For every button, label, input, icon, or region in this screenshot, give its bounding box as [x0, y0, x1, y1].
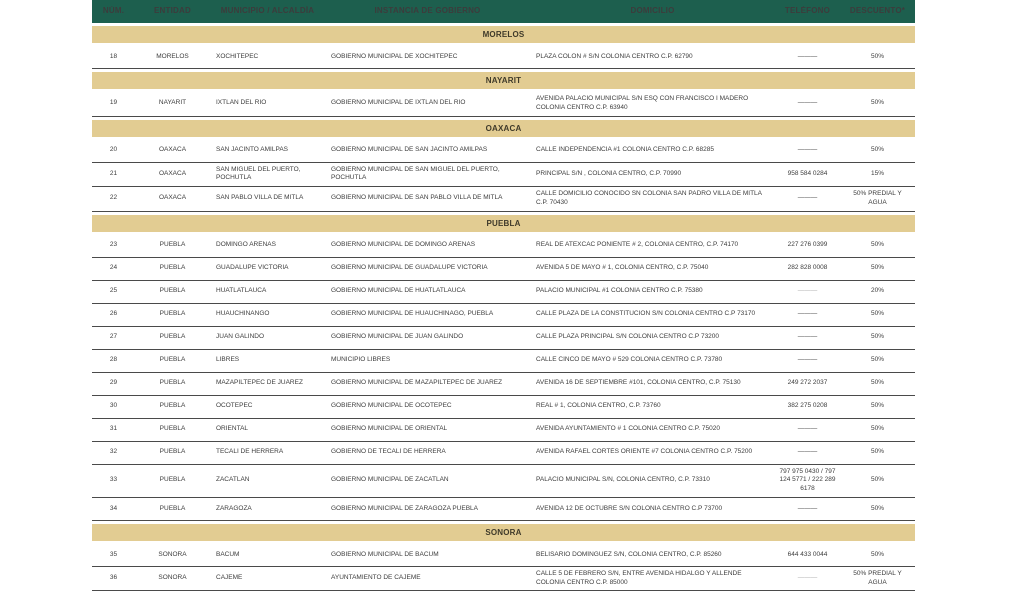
cell-entidad: PUEBLA: [159, 287, 186, 295]
table-row: [92, 304, 915, 327]
cell-telefono: ———: [797, 448, 818, 456]
cell-domicilio: CALLE PLAZA DE LA CONSTITUCION S/N COLONIA CENTRO C.P 73170: [536, 310, 756, 318]
cell-instancia: GOBIERNO MUNICIPAL DE SAN PABLO VILLA DE MITLA: [331, 194, 503, 202]
cell-municipio: LIBRES: [216, 356, 240, 364]
cell-instancia: GOBIERNO MUNICIPAL DE ORIENTAL: [331, 425, 448, 433]
cell-instancia: GOBIERNO MUNICIPAL DE BACUM: [331, 550, 439, 558]
cell-municipio: XOCHITEPEC: [216, 52, 259, 60]
table-row: [92, 465, 915, 498]
cell-telefono: 958 584 0284: [787, 169, 828, 177]
cell-domicilio: AVENIDA 5 DE MAYO # 1, COLONIA CENTRO, C.P. 75040: [536, 264, 709, 272]
column-header-descuento: DESCUENTO*: [849, 6, 906, 16]
cell-instancia: GOBIERNO DE TECALI DE HERRERA: [331, 448, 446, 456]
cell-municipio: ZARAGOZA: [216, 504, 252, 512]
cell-domicilio: CALLE INDEPENDENCIA #1 COLONIA CENTRO C.P. 68285: [536, 146, 714, 154]
cell-descuento: 50%: [870, 504, 884, 512]
cell-domicilio: AVENIDA RAFAEL CORTÉS ORIENTE #7 COLONIA CENTRO C.P. 75200: [536, 448, 753, 456]
cell-num: 33: [109, 476, 118, 484]
cell-entidad: PUEBLA: [159, 310, 186, 318]
cell-domicilio: PLAZA COLÓN # S/N COLONIA CENTRO C.P. 62790: [536, 52, 693, 60]
cell-descuento: 50%: [870, 333, 884, 341]
cell-descuento: 20%: [870, 287, 884, 295]
cell-num: 26: [109, 310, 118, 318]
cell-municipio: TECALI DE HERRERA: [216, 448, 284, 456]
cell-municipio: SAN MIGUEL DEL PUERTO, POCHUTLA: [216, 165, 301, 182]
cell-num: 27: [109, 333, 118, 341]
cell-municipio: SAN PABLO VILLA DE MITLA: [216, 194, 304, 202]
cell-domicilio: AVENIDA 16 DE SEPTIEMBRE #101, COLONIA CENTRO, C.P. 75130: [536, 379, 741, 387]
cell-telefono: ———: [797, 194, 818, 202]
column-header-entidad: ENTIDAD: [154, 6, 191, 16]
cell-descuento: 50%: [870, 476, 884, 484]
cell-telefono: 282 828 0008: [787, 264, 828, 272]
cell-instancia: GOBIERNO MUNICIPAL DE XOCHITEPEC: [331, 52, 458, 60]
cell-entidad: PUEBLA: [159, 379, 186, 387]
cell-num: 21: [109, 169, 118, 177]
cell-telefono: 797 975 0430 / 797 124 5771 / 222 289 6178: [779, 467, 836, 493]
cell-telefono: ———: [797, 99, 818, 107]
cell-municipio: MAZAPILTEPEC DE JUÁREZ: [216, 379, 303, 387]
cell-descuento: 50%: [870, 356, 884, 364]
cell-municipio: IXTLÁN DEL RIO: [216, 99, 267, 107]
cell-municipio: JUAN GALINDO: [216, 333, 265, 341]
cell-telefono: ———: [797, 146, 818, 154]
cell-instancia: GOBIERNO MUNICIPAL DE SAN JACINTO AMILPAS: [331, 146, 488, 154]
cell-entidad: SONORA: [158, 574, 187, 582]
cell-num: 34: [109, 504, 118, 512]
cell-num: 31: [109, 425, 118, 433]
table-row: [92, 92, 915, 117]
cell-instancia: AYUNTAMIENTO DE CAJEME: [331, 574, 421, 582]
cell-telefono: 382 275 0208: [787, 402, 828, 410]
cell-descuento: 50%: [870, 379, 884, 387]
cell-domicilio: REAL DE ATEXCAC PONIENTE # 2, COLONIA CENTRO, C.P. 74170: [536, 241, 739, 249]
cell-domicilio: PALACIO MUNICIPAL S/N, COLONIA CENTRO, C.P. 73310: [536, 476, 710, 484]
cell-instancia: GOBIERNO MUNICIPAL DE SAN MIGUEL DEL PUERTO, POCHUTLA: [331, 165, 500, 182]
cell-domicilio: REAL # 1, COLONIA CENTRO, C.P. 73760: [536, 402, 661, 410]
column-header-telefono: TELÉFONO: [784, 6, 831, 16]
cell-num: 19: [109, 99, 118, 107]
cell-entidad: PUEBLA: [159, 476, 186, 484]
table-body: [92, 26, 915, 591]
cell-telefono: ———: [797, 504, 818, 512]
cell-num: 22: [109, 194, 118, 202]
table-row: [92, 163, 915, 188]
cell-telefono: ———: [797, 425, 818, 433]
table-row: [92, 327, 915, 350]
cell-entidad: MORELOS: [156, 52, 189, 60]
cell-municipio: BACUM: [216, 550, 240, 558]
cell-instancia: GOBIERNO MUNICIPAL DE ZACATLÁN: [331, 476, 449, 484]
cell-instancia: GOBIERNO MUNICIPAL DE HUATLATLAUCA: [331, 287, 466, 295]
cell-entidad: OAXACA: [158, 146, 187, 154]
cell-domicilio: AVENIDA PALACIO MUNICIPAL S/N ESQ CON FRANCISCO I MADERO COLONIA CENTRO C.P. 63940: [536, 95, 749, 111]
cell-num: 30: [109, 402, 118, 410]
cell-instancia: GOBIERNO MUNICIPAL DE IXTLÁN DEL RIO: [331, 99, 466, 107]
table-row: [92, 544, 915, 567]
cell-descuento: 50%: [870, 146, 884, 154]
cell-num: 29: [109, 379, 118, 387]
cell-descuento: 50%: [870, 241, 884, 249]
cell-instancia: GOBIERNO MUNICIPAL DE GUADALUPE VICTORIA: [331, 264, 488, 272]
cell-descuento: 50%: [870, 550, 884, 558]
section-header: NAYARIT: [92, 72, 915, 89]
cell-telefono: ———: [797, 310, 818, 318]
cell-instancia: GOBIERNO MUNICIPAL DE HUAUCHINAGO, PUEBLA: [331, 310, 494, 318]
cell-instancia: GOBIERNO MUNICIPAL DE JUAN GALINDO: [331, 333, 464, 341]
cell-num: 32: [109, 448, 118, 456]
cell-municipio: OCOTEPEC: [216, 402, 253, 410]
cell-entidad: SONORA: [158, 550, 187, 558]
section-header: PUEBLA: [92, 215, 915, 232]
cell-domicilio: CALLE PLAZA PRINCIPAL S/N COLONIA CENTRO C.P 73200: [536, 333, 720, 341]
cell-entidad: OAXACA: [158, 169, 187, 177]
cell-municipio: ORIENTAL: [216, 425, 249, 433]
cell-entidad: PUEBLA: [159, 448, 186, 456]
cell-telefono: 644 433 0044: [787, 550, 828, 558]
table-row: [92, 567, 915, 591]
table-row: [92, 235, 915, 258]
cell-descuento: 50%: [870, 310, 884, 318]
cell-instancia: MUNICIPIO LIBRES: [331, 356, 391, 364]
column-header-instancia: INSTANCIA DE GOBIERNO: [374, 6, 481, 16]
cell-domicilio: CALLE CINCO DE MAYO # 529 COLONIA CENTRO C.P. 73780: [536, 356, 723, 364]
cell-num: 24: [109, 264, 118, 272]
table-row: [92, 140, 915, 163]
cell-telefono: ———: [797, 574, 818, 582]
table-row: [92, 258, 915, 281]
column-header-num: NÚM.: [102, 6, 125, 16]
cell-municipio: DOMINGO ARENAS: [216, 241, 276, 249]
table-row: [92, 350, 915, 373]
section-header: OAXACA: [92, 120, 915, 137]
table-row: [92, 281, 915, 304]
table-row: [92, 46, 915, 69]
cell-entidad: PUEBLA: [159, 264, 186, 272]
column-header-domicilio: DOMICILIO: [630, 6, 675, 16]
cell-entidad: PUEBLA: [159, 402, 186, 410]
cell-telefono: ———: [797, 333, 818, 341]
cell-descuento: 15%: [870, 169, 884, 177]
table-row: [92, 373, 915, 396]
cell-instancia: GOBIERNO MUNICIPAL DE DOMINGO ARENAS: [331, 241, 476, 249]
table-row: [92, 396, 915, 419]
cell-descuento: 50%: [870, 52, 884, 60]
table-row: [92, 419, 915, 442]
cell-num: 20: [109, 146, 118, 154]
cell-municipio: CAJEME: [216, 574, 243, 582]
cell-domicilio: CALLE 5 DE FEBRERO S/N, ENTRE AVENIDA HIDALGO Y ALLENDE COLONIA CENTRO C.P. 85000: [536, 569, 742, 586]
cell-entidad: NAYARIT: [158, 99, 187, 107]
cell-municipio: HUATLATLAUCA: [216, 287, 267, 295]
cell-domicilio: AVENIDA 12 DE OCTUBRE S/N COLONIA CENTRO C.P 73700: [536, 504, 723, 512]
cell-descuento: 50% PREDIAL Y AGUA: [853, 190, 902, 206]
cell-instancia: GOBIERNO MUNICIPAL DE OCOTEPEC: [331, 402, 452, 410]
section-header: MORELOS: [92, 26, 915, 43]
table-row: [92, 187, 915, 212]
cell-descuento: 50%: [870, 99, 884, 107]
cell-num: 18: [109, 52, 118, 60]
cell-municipio: HUAUCHINANGO: [216, 310, 270, 318]
cell-descuento: 50% PREDIAL Y AGUA: [853, 569, 902, 586]
cell-domicilio: CALLE DOMICILIO CONOCIDO SN COLONIA SAN PADRO VILLA DE MITLA C.P. 70430: [536, 190, 762, 206]
table-row: [92, 442, 915, 465]
cell-descuento: 50%: [870, 402, 884, 410]
cell-entidad: OAXACA: [158, 194, 187, 202]
cell-telefono: 227 276 0399: [787, 241, 828, 249]
cell-municipio: GUADALUPE VICTORIA: [216, 264, 289, 272]
cell-instancia: GOBIERNO MUNICIPAL DE ZARAGOZA PUEBLA: [331, 504, 479, 512]
table-row: [92, 498, 915, 521]
cell-telefono: ———: [797, 356, 818, 364]
cell-num: 36: [109, 574, 118, 582]
column-header-municipio: MUNICIPIO / ALCALDÍA: [220, 6, 315, 16]
cell-entidad: PUEBLA: [159, 356, 186, 364]
cell-descuento: 50%: [870, 448, 884, 456]
cell-domicilio: BELISARIO DOMÍNGUEZ S/N, COLONIA CENTRO, C.P. 85260: [536, 550, 722, 558]
cell-entidad: PUEBLA: [159, 333, 186, 341]
cell-domicilio: AVENIDA AYUNTAMIENTO # 1 COLONIA CENTRO C.P. 75020: [536, 425, 720, 433]
cell-entidad: PUEBLA: [159, 504, 186, 512]
cell-telefono: ———: [797, 287, 818, 295]
cell-municipio: SAN JACINTO AMILPAS: [216, 146, 289, 154]
cell-descuento: 50%: [870, 264, 884, 272]
cell-num: 23: [109, 241, 118, 249]
cell-entidad: PUEBLA: [159, 241, 186, 249]
cell-instancia: GOBIERNO MUNICIPAL DE MAZAPILTEPEC DE JUÁREZ: [331, 379, 503, 387]
cell-domicilio: PALACIO MUNICIPAL #1 COLONIA CENTRO C.P. 75380: [536, 287, 703, 295]
cell-descuento: 50%: [870, 425, 884, 433]
section-header: SONORA: [92, 524, 915, 541]
table-header-row: [92, 0, 915, 23]
discount-table: [92, 0, 915, 591]
cell-entidad: PUEBLA: [159, 425, 186, 433]
cell-municipio: ZACATLÁN: [216, 476, 250, 484]
cell-telefono: 249 272 2037: [787, 379, 828, 387]
cell-num: 25: [109, 287, 118, 295]
cell-telefono: ———: [797, 52, 818, 60]
cell-num: 35: [109, 550, 118, 558]
cell-domicilio: PRINCIPAL S/N , COLONIA CENTRO, C.P. 70990: [536, 169, 682, 177]
cell-num: 28: [109, 356, 118, 364]
